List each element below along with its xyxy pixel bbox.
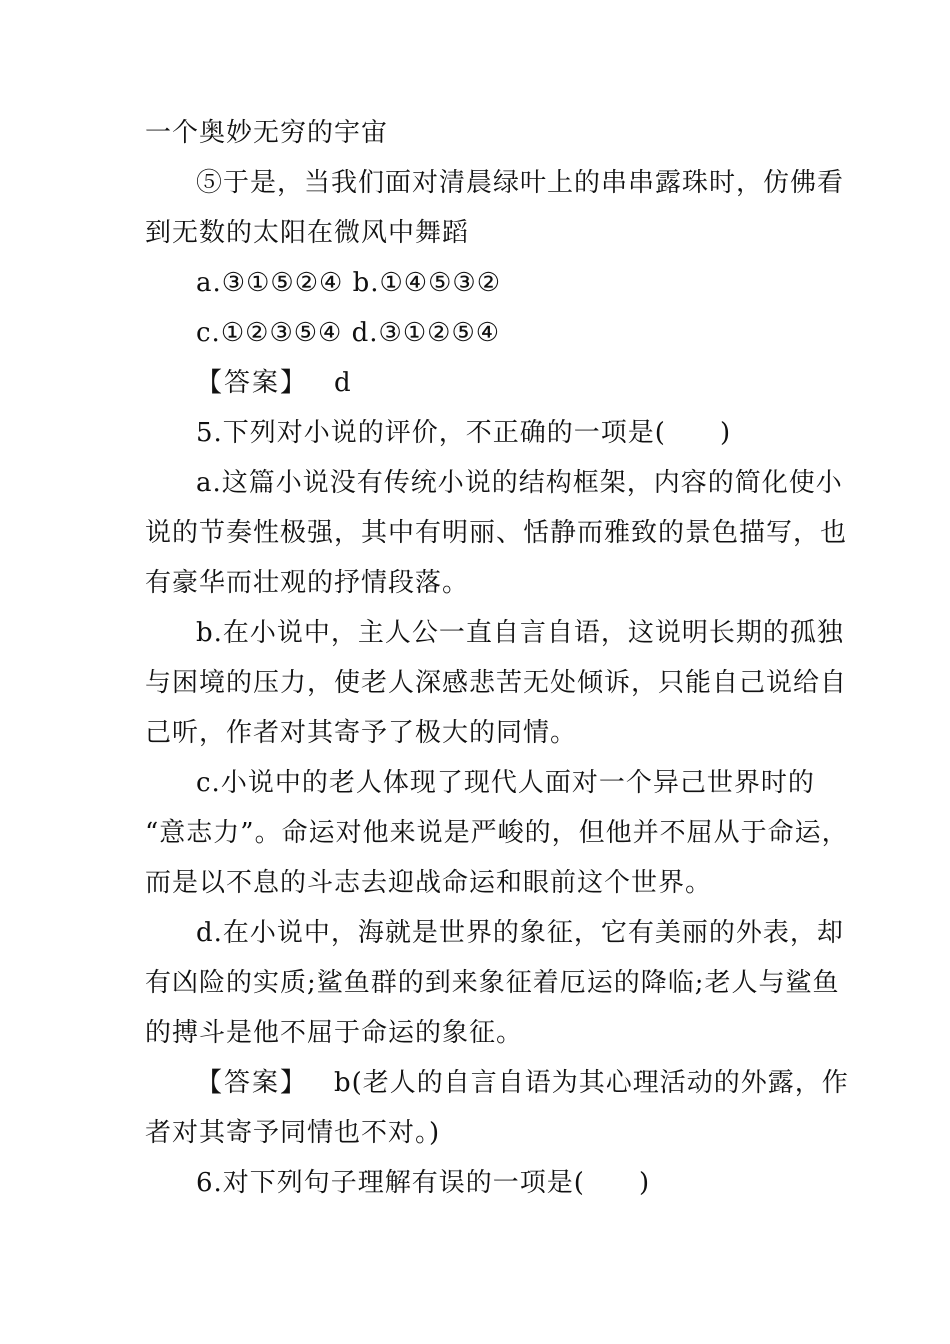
q5-option-a-line3: 有豪华而壮观的抒情段落。 <box>145 568 470 598</box>
q5-option-c-line1: c.小说中的老人体现了现代人面对一个异己世界时的 <box>196 768 815 798</box>
q5-stem: 5.下列对小说的评价，不正确的一项是( ) <box>196 418 732 448</box>
q5-option-b-line3: 己听，作者对其寄予了极大的同情。 <box>145 718 578 748</box>
q5-answer <box>196 1067 849 1099</box>
q6-stem: 6.对下列句子理解有误的一项是( ) <box>196 1168 651 1198</box>
q5-option-b-line2: 与困境的压力，使老人深感悲苦无处倾诉，只能自己说给自 <box>145 668 848 698</box>
q5-option-a-line1: a.这篇小说没有传统小说的结构框架，内容的简化使小 <box>196 468 843 498</box>
q4-answer <box>196 367 352 399</box>
q5-option-a-line2: 说的节奏性极强，其中有明丽、恬静而雅致的景色描写，也 <box>145 518 848 548</box>
q5-option-d-line1: d.在小说中，海就是世界的象征，它有美丽的外表，却 <box>196 918 844 948</box>
q5-answer-label: 【答案】 <box>196 1068 309 1098</box>
q4-option5-line1: ⑤于是，当我们面对清晨绿叶上的串串露珠时，仿佛看 <box>196 168 845 198</box>
q5-option-b-line1: b.在小说中，主人公一直自言自语，这说明长期的孤独 <box>196 618 844 648</box>
q5-answer-line2: 者对其寄予同情也不对。) <box>145 1118 441 1148</box>
q4-option5-line2: 到无数的太阳在微风中舞蹈 <box>145 218 470 248</box>
q5-answer-line1: b(老人的自言自语为其心理活动的外露，作 <box>334 1068 849 1098</box>
q5-option-d-line3: 的搏斗是他不屈于命运的象征。 <box>145 1018 524 1048</box>
q4-option-tail: 一个奥妙无穷的宇宙 <box>145 118 389 148</box>
q5-option-c-line3: 而是以不息的斗志去迎战命运和眼前这个世界。 <box>145 868 713 898</box>
q4-answer-label: 【答案】 <box>196 368 309 398</box>
q4-choices-cd: c.①②③⑤④ d.③①②⑤④ <box>196 318 501 348</box>
q5-option-d-line2: 有凶险的实质;鲨鱼群的到来象征着厄运的降临;老人与鲨鱼 <box>145 968 840 998</box>
q4-choices-ab: a.③①⑤②④ b.①④⑤③② <box>196 268 502 298</box>
q4-answer-value: d <box>334 368 352 398</box>
q5-option-c-line2: “意志力”。命运对他来说是严峻的，但他并不屈从于命运， <box>145 818 849 848</box>
